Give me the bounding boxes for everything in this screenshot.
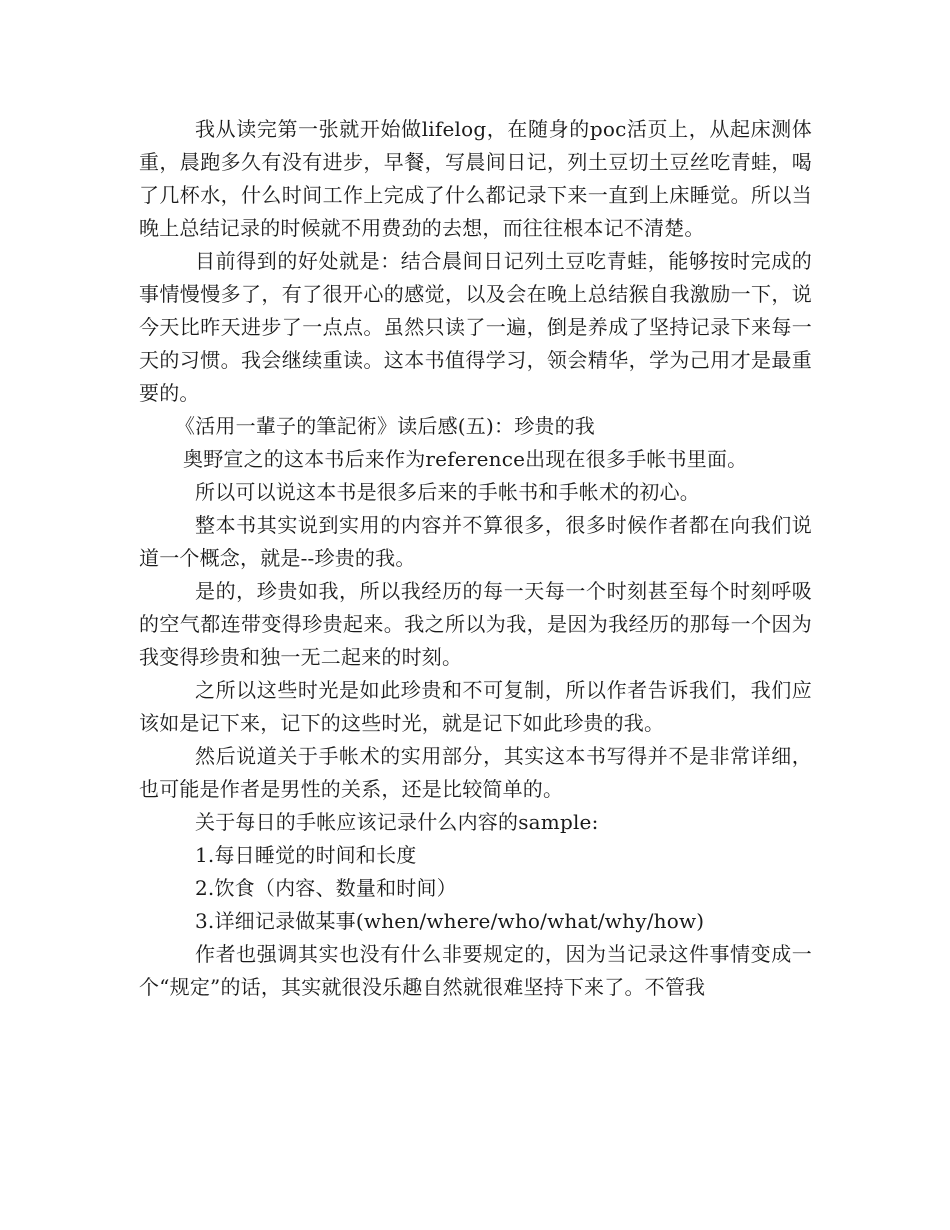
paragraph-record-it: 之所以这些时光是如此珍贵和不可复制，所以作者告诉我们，我们应该如是记下来，记下的这些时光，就是记下如此珍贵的我。	[139, 678, 812, 735]
paragraph-lifelog: 我从读完第一张就开始做lifelog，在随身的poc活页上，从起床测体重，晨跑多久有没有进步，早餐，写晨间日记，列土豆切土豆丝吃青蛙，喝了几杯水，什么时间工作上完成了什么都记录下来一直到上床睡觉。所以当晚上总结记录的时候就不用费劲的去想，而往往根本记不清楚。	[139, 117, 812, 240]
paragraph-benefits: 目前得到的好处就是：结合晨间日记列土豆吃青蛙，能够按时完成的事情慢慢多了，有了很开心的感觉，以及会在晚上总结猴自我激励一下，说今天比昨天进步了一点点。虽然只读了一遍，倒是养成了坚持记录下来每一天的习惯。我会继续重读。这本书值得学习，领会精华，学为己用才是最重要的。	[139, 249, 812, 405]
list-item: 2.饮食（内容、数量和时间）	[195, 876, 457, 900]
paragraph-every-moment: 是的，珍贵如我，所以我经历的每一天每一个时刻甚至每个时刻呼吸的空气都连带变得珍贵起来。我之所以为我，是因为我经历的那每一个因为我变得珍贵和独一无二起来的时刻。	[139, 579, 812, 669]
paragraph-reference: 奥野宣之的这本书后来作为reference出现在很多手帐书里面。	[183, 447, 748, 471]
list-item: 1.每日睡觉的时间和长度	[195, 843, 417, 867]
section-heading: 《活用一輩子的筆記術》读后感(五)：珍贵的我	[175, 414, 596, 438]
paragraph-precious-me: 整本书其实说到实用的内容并不算很多，很多时候作者都在向我们说道一个概念，就是--珍贵的我。	[139, 513, 812, 570]
paragraph-no-rules: 作者也强调其实也没有什么非要规定的，因为当记录这件事情变成一个“规定”的话，其实就很没乐趣自然就很难坚持下来了。不管我	[139, 942, 812, 999]
paragraph-practical-part: 然后说道关于手帐术的实用部分，其实这本书写得并不是非常详细，也可能是作者是男性的关系，还是比较简单的。	[139, 744, 812, 801]
document-body	[139, 113, 812, 1004]
paragraph-origin: 所以可以说这本书是很多后来的手帐书和手帐术的初心。	[195, 480, 700, 504]
paragraph-sample-intro: 关于每日的手帐应该记录什么内容的sample:	[195, 810, 599, 834]
list-item: 3.详细记录做某事(when/where/who/what/why/how)	[195, 909, 705, 933]
